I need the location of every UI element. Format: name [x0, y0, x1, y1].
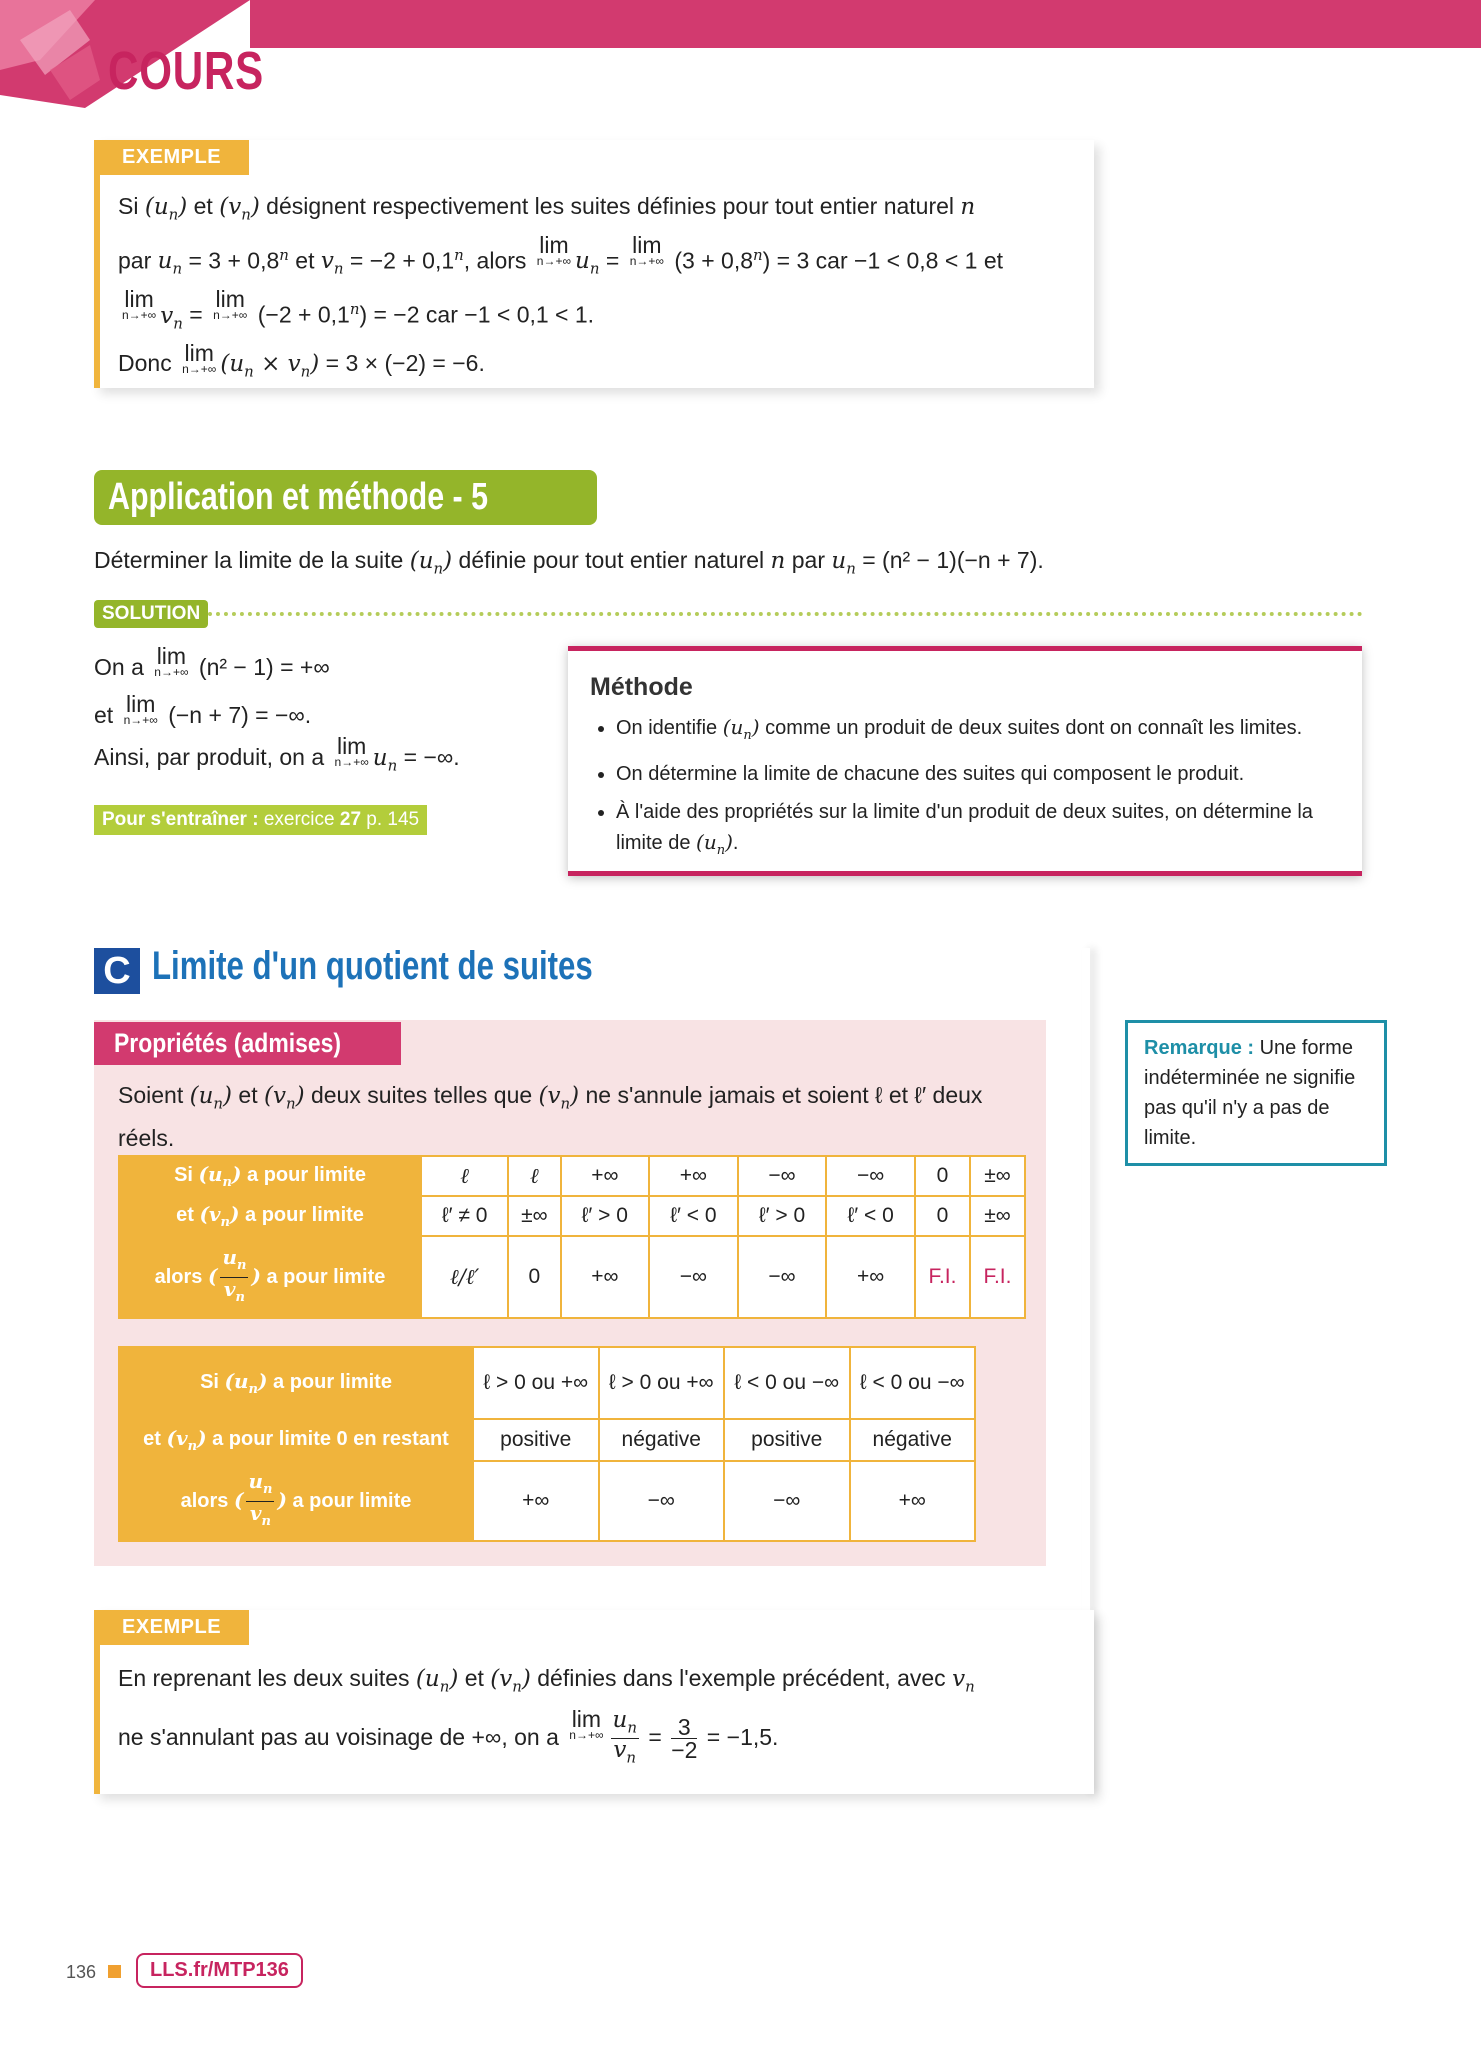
table-cell: ℓ′ > 0	[738, 1196, 827, 1236]
table-cell: ℓ/ℓ′	[421, 1236, 508, 1318]
table-header-cell: et $(v_n)$ a pour limite	[119, 1196, 421, 1236]
table-cell: +∞	[826, 1236, 915, 1318]
section-letter: C	[94, 948, 140, 994]
table-cell: −∞	[724, 1461, 850, 1541]
table-cell: 0	[508, 1236, 560, 1318]
table-cell: −∞	[599, 1461, 725, 1541]
table-cell-fi: F.I.	[970, 1236, 1025, 1318]
table-cell: ℓ > 0 ou +∞	[599, 1347, 725, 1419]
footer-link[interactable]: LLS.fr/MTP136	[136, 1953, 303, 1988]
solution-text: On a lim n→+∞ (n² − 1) = +∞ et lim n→+∞ (−n + 7) = −∞. Ainsi, par produit, on a lim n→+∞ $u_n$ = −∞.	[94, 643, 460, 775]
table-cell: ℓ	[508, 1156, 560, 1196]
table-cell: positive	[724, 1419, 850, 1461]
table-row	[119, 1419, 975, 1461]
table-cell: 0	[915, 1156, 970, 1196]
table-cell: +∞	[850, 1461, 976, 1541]
table-cell: ±∞	[970, 1156, 1025, 1196]
table-row	[119, 1196, 1025, 1236]
table-cell: +∞	[561, 1236, 650, 1318]
quotient-table-2	[118, 1346, 976, 1542]
table-cell: +∞	[561, 1156, 650, 1196]
table-cell: ℓ′ < 0	[826, 1196, 915, 1236]
footer-square-icon	[108, 1965, 121, 1978]
table-header-cell: et $(v_n)$ a pour limite 0 en restant	[119, 1419, 473, 1461]
page-number: 136	[66, 1962, 97, 1982]
table-header-cell: Si $(u_n)$ a pour limite	[119, 1347, 473, 1419]
table-cell: ℓ′ < 0	[649, 1196, 738, 1236]
example-2-text: En reprenant les deux suites $(u_n)$ et $(v_n)$ définies dans l'exemple précédent, avec $v_n$ ne s'annulant pas au voisinage de +∞, on a lim n→+∞ $\frac{u_n}{v_n}$ = $\frac{3}{-2}$ = −1,5.	[118, 1665, 975, 1767]
table-cell: ℓ	[421, 1156, 508, 1196]
practice-link[interactable]: Pour s'entraîner : exercice 27 p. 145	[94, 805, 427, 835]
header-band	[250, 0, 1481, 48]
table-header-cell: alors ( $\frac{u_n}{v_n}$ ) a pour limite	[119, 1461, 473, 1541]
table-cell: ℓ < 0 ou −∞	[724, 1347, 850, 1419]
table-cell: négative	[850, 1419, 976, 1461]
table-cell: ℓ′ > 0	[561, 1196, 650, 1236]
methode-item: • À l'aide des propriétés sur la limite d'un produit de deux suites, on détermine la limite de $(u_n)$.	[616, 797, 1342, 866]
table-row	[119, 1156, 1025, 1196]
table-cell: ℓ > 0 ou +∞	[473, 1347, 599, 1419]
table-cell: ℓ′ ≠ 0	[421, 1196, 508, 1236]
methode-box	[568, 646, 1362, 876]
table-row	[119, 1347, 975, 1419]
table-cell: −∞	[649, 1236, 738, 1318]
table-header-cell: Si $(u_n)$ a pour limite	[119, 1156, 421, 1196]
table-cell: ±∞	[970, 1196, 1025, 1236]
solution-divider	[208, 612, 1363, 616]
application-statement: Déterminer la limite de la suite $(u_n)$ définie pour tout entier naturel n par $u_n = (n^2 - 1)(-n + 7)$.	[94, 547, 1044, 578]
table-header-cell: alors ( $\frac{u_n}{v_n}$ ) a pour limite	[119, 1236, 421, 1318]
table-row	[119, 1236, 1025, 1318]
methode-item: • On détermine la limite de chacune des suites qui composent le produit.	[616, 759, 1342, 789]
quotient-table-1	[118, 1155, 1026, 1319]
table-cell: ±∞	[508, 1196, 560, 1236]
table-cell-fi: F.I.	[915, 1236, 970, 1318]
properties-tag: Propriétés (admises)	[94, 1022, 401, 1065]
methode-item: • On identifie $(u_n)$ comme un produit de deux suites dont on connaît les limites.	[616, 712, 1342, 751]
solution-tag: SOLUTION	[94, 600, 208, 628]
properties-intro: Soient $(u_n)$ et $(v_n)$ deux suites telles que $(v_n)$ ne s'annule jamais et soient ℓ et ℓ′ deux réels.	[118, 1082, 983, 1151]
section-title: Limite d'un quotient de suites	[152, 944, 593, 988]
example-tag-2: EXEMPLE	[94, 1610, 249, 1645]
example-tag-1: EXEMPLE	[94, 140, 249, 175]
remarque-box: Remarque : Une forme indéterminée ne signifie pas qu'il n'y a pas de limite.	[1125, 1020, 1387, 1166]
table-cell: 0	[915, 1196, 970, 1236]
example-1-text: Si $(u_n)$ et $(v_n)$ désignent respectivement les suites définies pour tout entier naturel n par $u_n = 3 + 0,8^n$ et $v_n = -2 + 0,1^n$, alors lim n→+∞ $u_n = \lim$ n→+∞ $(3 + 0,8^n) = 3$ car −1 < 0,8 < 1 et lim n→+∞ $v_n = \lim$ n→+∞ $(-2 + 0,1^n) = -2$ car −1 < 0,1 < 1. Donc lim n→+∞ $(u_n \times v_n) = 3 \times (-2) = -6$.	[118, 193, 1004, 381]
table-cell: ℓ < 0 ou −∞	[850, 1347, 976, 1419]
application-title: Application et méthode - 5	[94, 470, 597, 525]
table-cell: positive	[473, 1419, 599, 1461]
table-cell: +∞	[649, 1156, 738, 1196]
methode-title: Méthode	[590, 673, 693, 701]
table-cell: −∞	[826, 1156, 915, 1196]
table-cell: +∞	[473, 1461, 599, 1541]
table-cell: négative	[599, 1419, 725, 1461]
table-row	[119, 1461, 975, 1541]
table-cell: −∞	[738, 1156, 827, 1196]
table-cell: −∞	[738, 1236, 827, 1318]
page-title: COURS	[108, 41, 265, 101]
